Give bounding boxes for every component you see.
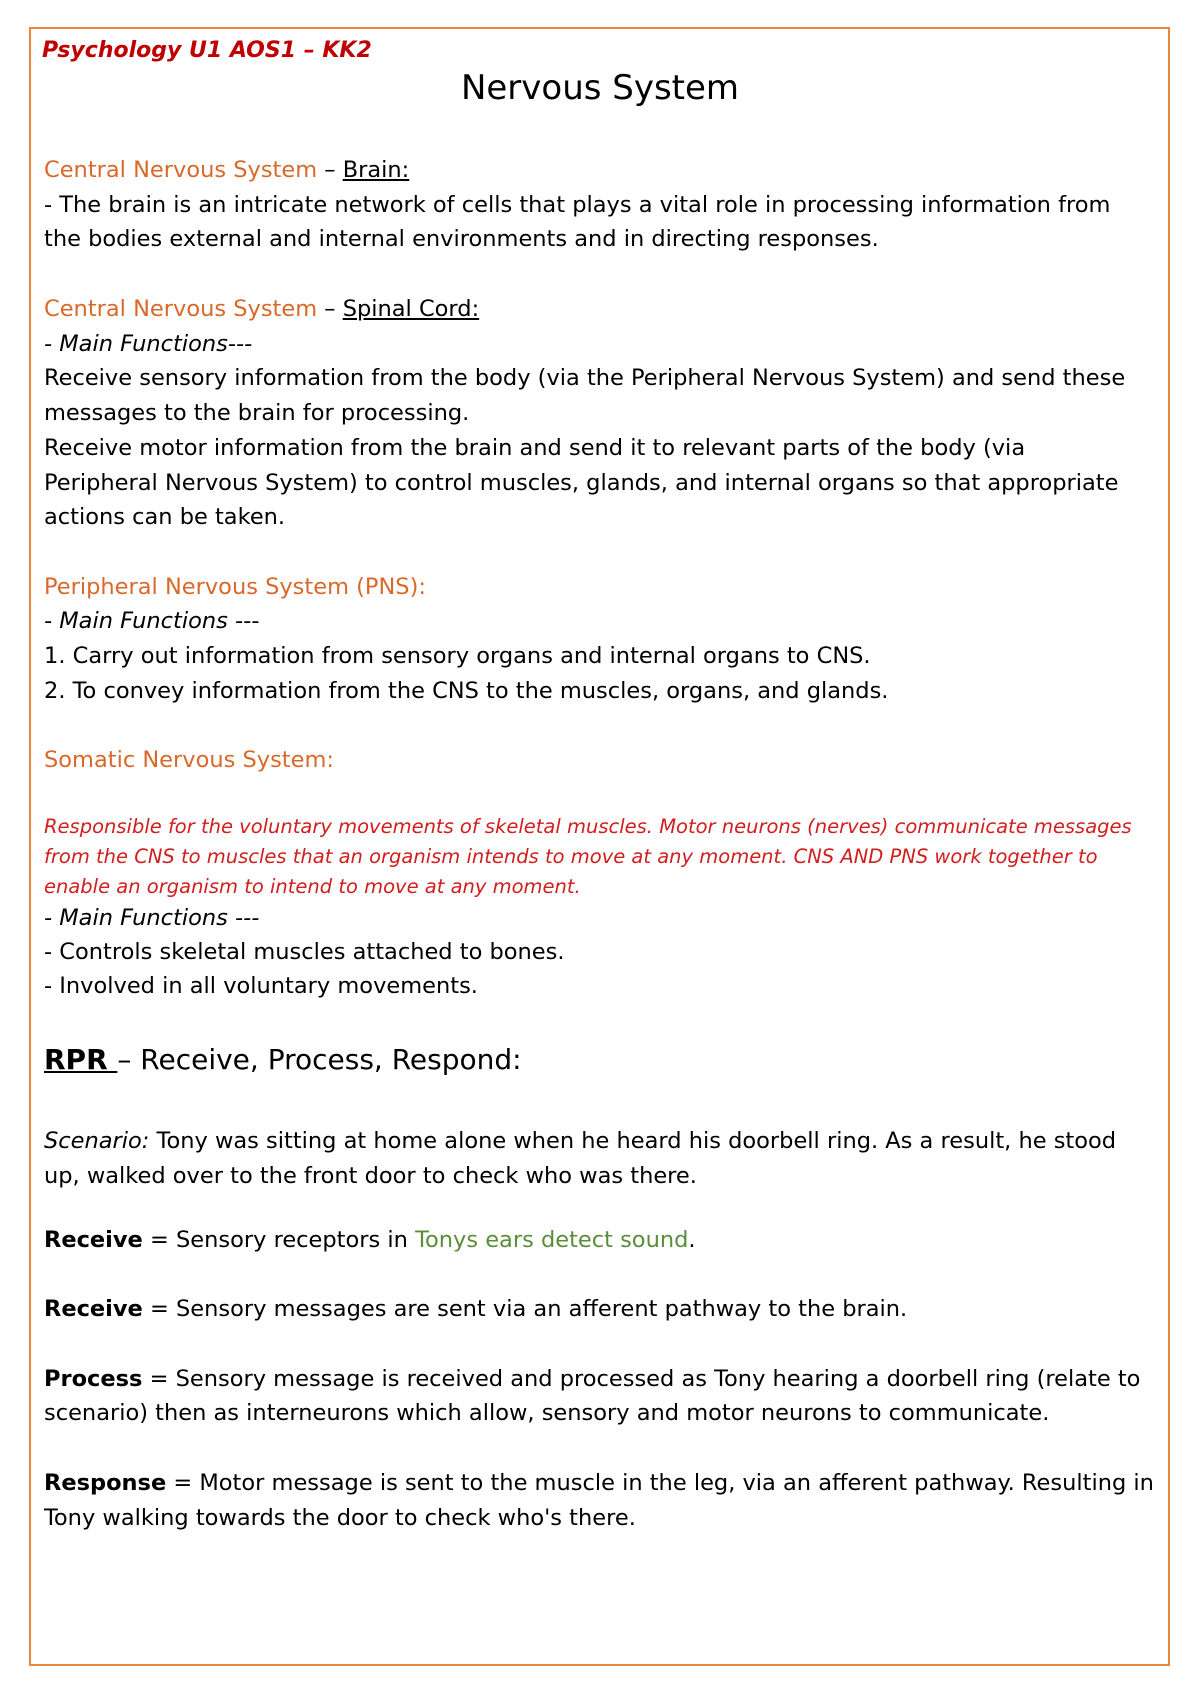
- scenario-line: Scenario: Tony was sitting at home alone when he heard his doorbell ring. As a result, he stood: [44, 1128, 1117, 1154]
- receive-step-1: Receive = Sensory receptors in Tonys ears detect sound.: [44, 1227, 696, 1253]
- pns-heading: Peripheral Nervous System (PNS):: [44, 574, 426, 600]
- somatic-description-line: enable an organism to intend to move at any moment.: [44, 875, 581, 898]
- cns-spinal-line: Receive motor information from the brain and send it to relevant parts of the body (via: [44, 435, 1026, 461]
- process-step: Process = Sensory message is received and processed as Tony hearing a doorbell ring (relate to: [44, 1366, 1141, 1392]
- response-step: Response = Motor message is sent to the muscle in the leg, via an afferent pathway. Resulting in: [44, 1470, 1154, 1496]
- somatic-main-functions: - Main Functions ---: [44, 905, 260, 931]
- rpr-heading: RPR – Receive, Process, Respond:: [44, 1043, 522, 1076]
- cns-spinal-line: messages to the brain for processing.: [44, 400, 470, 426]
- cns-brain-heading: Central Nervous System – Brain:: [44, 157, 410, 183]
- cns-brain-line: the bodies external and internal environments and in directing responses.: [44, 226, 879, 252]
- pns-line: 1. Carry out information from sensory organs and internal organs to CNS.: [44, 643, 871, 669]
- cns-spinal-heading: Central Nervous System – Spinal Cord:: [44, 296, 480, 322]
- somatic-description-line: from the CNS to muscles that an organism intends to move at any moment. CNS AND PNS work together to: [44, 845, 1098, 868]
- somatic-line: - Controls skeletal muscles attached to bones.: [44, 939, 565, 965]
- somatic-heading: Somatic Nervous System:: [44, 747, 334, 773]
- response-step-line: Tony walking towards the door to check who's there.: [44, 1505, 636, 1531]
- cns-spinal-line: Receive sensory information from the body (via the Peripheral Nervous System) and send these: [44, 365, 1126, 391]
- receive-step-2: Receive = Sensory messages are sent via an afferent pathway to the brain.: [44, 1296, 908, 1322]
- somatic-description-line: Responsible for the voluntary movements of skeletal muscles. Motor neurons (nerves) communicate messages: [44, 815, 1132, 838]
- process-step-line: scenario) then as interneurons which allow, sensory and motor neurons to communicate.: [44, 1400, 1050, 1426]
- cns-spinal-line: Peripheral Nervous System) to control muscles, glands, and internal organs so that appropriate: [44, 470, 1119, 496]
- cns-spinal-main-functions: - Main Functions---: [44, 331, 253, 357]
- pns-line: 2. To convey information from the CNS to the muscles, organs, and glands.: [44, 678, 889, 704]
- page-title: Nervous System: [460, 68, 740, 108]
- pns-main-functions: - Main Functions ---: [44, 608, 260, 634]
- subject-label: Psychology U1 AOS1 – KK2: [42, 38, 372, 63]
- somatic-line: - Involved in all voluntary movements.: [44, 973, 478, 999]
- scenario-line: up, walked over to the front door to check who was there.: [44, 1163, 697, 1189]
- cns-brain-line: - The brain is an intricate network of cells that plays a vital role in processing information from: [44, 192, 1111, 218]
- cns-spinal-line: actions can be taken.: [44, 504, 286, 530]
